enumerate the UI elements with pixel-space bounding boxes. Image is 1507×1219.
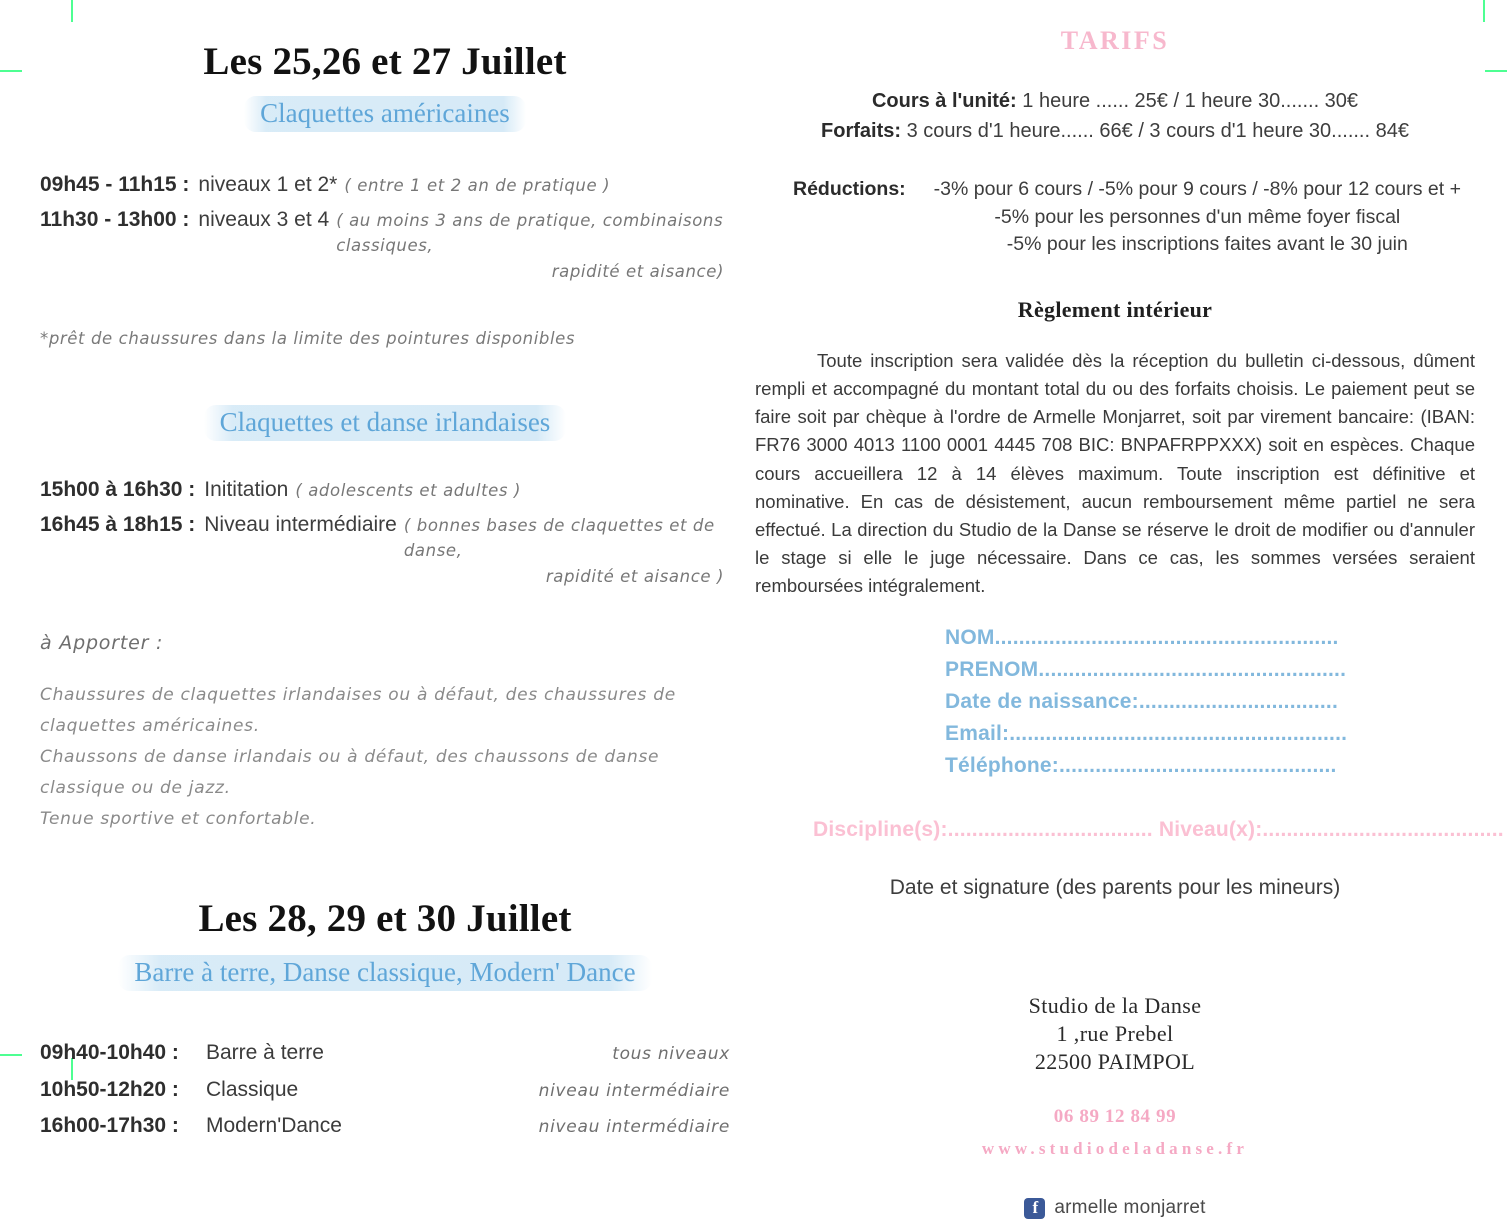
studio-name: Studio de la Danse <box>1028 992 1202 1018</box>
form-field-discipline-niveau[interactable]: Discipline(s):.................................. Niveau(x):........................................ <box>813 817 1504 841</box>
session-3 <box>40 897 730 1143</box>
session-2-subject <box>40 406 730 438</box>
bring-title: à Apporter : <box>40 632 164 655</box>
schedule-level: niveau intermédiaire <box>538 1080 730 1101</box>
schedule-label: Inititation <box>204 478 289 502</box>
crop-mark-top-left-horizontal <box>0 70 22 72</box>
studio-address-block <box>755 992 1475 1076</box>
price-row <box>755 116 1475 146</box>
schedule-label: niveaux 1 et 2* <box>198 173 338 197</box>
schedule-note: ( entre 1 et 2 an de pratique ) <box>344 176 611 196</box>
reglement-body: Toute inscription sera validée dès la réception du bulletin ci-dessous, dûment rempli et accompagné du montant total du ou des forfaits choisis. Le paiement peut se faire soit par chèque à l'ordre de Armelle Monjarret, soit par virement bancaire: (IBAN: FR76 3000 4013 1100 0001 4445 708 BIC: BNPAFRPPXXX) soit en espèces. Chaque cours accueillera 12 à 14 élèves maximum. Toute inscription est définitive et nominative. En cas de désistement, aucun remboursement même partiel ne sera effectué. La direction du Studio de la Danse se réserve le droit de modifier ou d'annuler le stage si elle le juge nécessaire. Dans ce cas, les sommes versées seraient remboursées intégralement. <box>755 350 1475 596</box>
studio-street: 1 ,rue Prebel <box>1056 1020 1174 1046</box>
crop-mark-bottom-left-horizontal <box>0 1054 22 1056</box>
facebook-block[interactable] <box>755 1197 1475 1219</box>
schedule-row <box>40 1073 730 1107</box>
price-value: 1 heure ...... 25€ / 1 heure 30....... 30€ <box>1022 90 1359 112</box>
right-column <box>755 26 1504 1219</box>
reductions-lines <box>934 176 1461 259</box>
schedule-time: 09h40-10h40 : <box>40 1041 179 1065</box>
form-field-email[interactable]: Email:........................................................ <box>945 721 1348 745</box>
schedule-level: niveau intermédiaire <box>538 1117 730 1138</box>
schedule-note: ( au moins 3 ans de pratique, combinaisons classiques, <box>336 210 724 255</box>
form-field-telephone[interactable]: Téléphone:.............................................. <box>945 753 1337 777</box>
facebook-page-name: armelle monjarret <box>1054 1197 1206 1219</box>
session-1-subject-text: Claquettes américaines <box>244 96 526 132</box>
session-1-schedule <box>40 169 730 285</box>
contact-website[interactable]: www.studiodeladanse.fr <box>981 1139 1249 1159</box>
schedule-time: 16h00-17h30 : <box>40 1114 179 1138</box>
schedule-row <box>40 509 730 564</box>
reductions-block <box>755 176 1475 259</box>
bring-item: Tenue sportive et confortable. <box>40 808 317 829</box>
bring-item: Chaussures de claquettes irlandaises ou à défaut, des chaussures de claquettes américaines. <box>40 685 676 737</box>
session-2-schedule <box>40 474 730 590</box>
session-1-subject <box>40 97 730 129</box>
schedule-time: 15h00 à 16h30 : <box>40 478 196 502</box>
session-3-schedule <box>40 1036 730 1143</box>
schedule-note-continued: rapidité et aisance ) <box>545 567 724 587</box>
reduction-line: -3% pour 6 cours / -5% pour 9 cours / -8% pour 12 cours et + <box>933 178 1461 200</box>
session-2 <box>40 406 730 835</box>
session-1-date-title: Les 25,26 et 27 Juillet <box>203 40 567 83</box>
session-1-footnote: *prêt de chaussures dans la limite des pointures disponibles <box>40 329 576 349</box>
session-3-subject <box>40 956 730 988</box>
reductions-label: Réductions: <box>793 178 906 200</box>
form-field-nom[interactable]: NOM......................................................... <box>945 626 1339 650</box>
session-3-subject-text: Barre à terre, Danse classique, Modern' Dance <box>118 955 651 991</box>
tarifs-title: TARIFS <box>1060 26 1170 55</box>
schedule-note: ( adolescents et adultes ) <box>295 481 522 501</box>
schedule-time: 16h45 à 18h15 : <box>40 512 196 536</box>
contact-phone[interactable]: 06 89 12 84 99 <box>1053 1106 1177 1128</box>
schedule-label: Niveau intermédiaire <box>204 512 397 536</box>
price-label: Forfaits: <box>821 120 902 142</box>
form-field-date-de-naissance[interactable]: Date de naissance:................................. <box>945 689 1338 713</box>
studio-city: 22500 PAIMPOL <box>1034 1048 1196 1074</box>
signature-label: Date et signature (des parents pour les mineurs) <box>889 875 1341 899</box>
crop-mark-top-right-vertical <box>1483 0 1485 22</box>
schedule-label: Classique <box>206 1077 299 1101</box>
session-1 <box>40 40 730 348</box>
reduction-line: -5% pour les personnes d'un même foyer fiscal <box>994 205 1401 228</box>
price-list <box>755 86 1475 146</box>
schedule-time: 11h30 - 13h00 : <box>40 207 190 231</box>
schedule-time: 10h50-12h20 : <box>40 1077 179 1101</box>
facebook-icon <box>1024 1198 1045 1219</box>
schedule-row <box>40 1109 730 1143</box>
reglement-title: Règlement intérieur <box>1017 297 1213 323</box>
price-row <box>755 86 1475 116</box>
price-value: 3 cours d'1 heure...... 66€ / 3 cours d'1 heure 30....... 84€ <box>906 120 1409 142</box>
schedule-time: 09h45 - 11h15 : <box>40 173 190 197</box>
form-field-prenom[interactable]: PRENOM................................................... <box>945 657 1347 681</box>
schedule-row <box>40 169 730 202</box>
schedule-note-continued: rapidité et aisance) <box>551 262 724 282</box>
schedule-row <box>40 474 730 507</box>
schedule-note: ( bonnes bases de claquettes et de danse, <box>403 515 715 560</box>
left-column <box>40 40 730 1146</box>
crop-mark-top-left-vertical <box>71 0 73 22</box>
schedule-level: tous niveaux <box>612 1044 730 1065</box>
price-label: Cours à l'unité: <box>871 90 1017 112</box>
bring-item: Chaussons de danse irlandais ou à défaut, des chaussons de danse classique ou de jazz. <box>40 747 660 799</box>
crop-mark-top-right-horizontal <box>1485 70 1507 72</box>
session-2-subject-text: Claquettes et danse irlandaises <box>204 405 567 441</box>
registration-form-fields <box>755 622 1475 782</box>
schedule-label: Modern'Dance <box>206 1114 342 1138</box>
schedule-label: Barre à terre <box>206 1041 324 1065</box>
contact-block <box>755 1106 1475 1159</box>
schedule-row <box>40 204 730 259</box>
schedule-row <box>40 1036 730 1070</box>
schedule-label: niveaux 3 et 4 <box>198 207 330 231</box>
session-3-date-title: Les 28, 29 et 30 Juillet <box>198 896 572 940</box>
reduction-line: -5% pour les inscriptions faites avant le 30 juin <box>1006 233 1408 256</box>
bring-list <box>40 680 730 835</box>
